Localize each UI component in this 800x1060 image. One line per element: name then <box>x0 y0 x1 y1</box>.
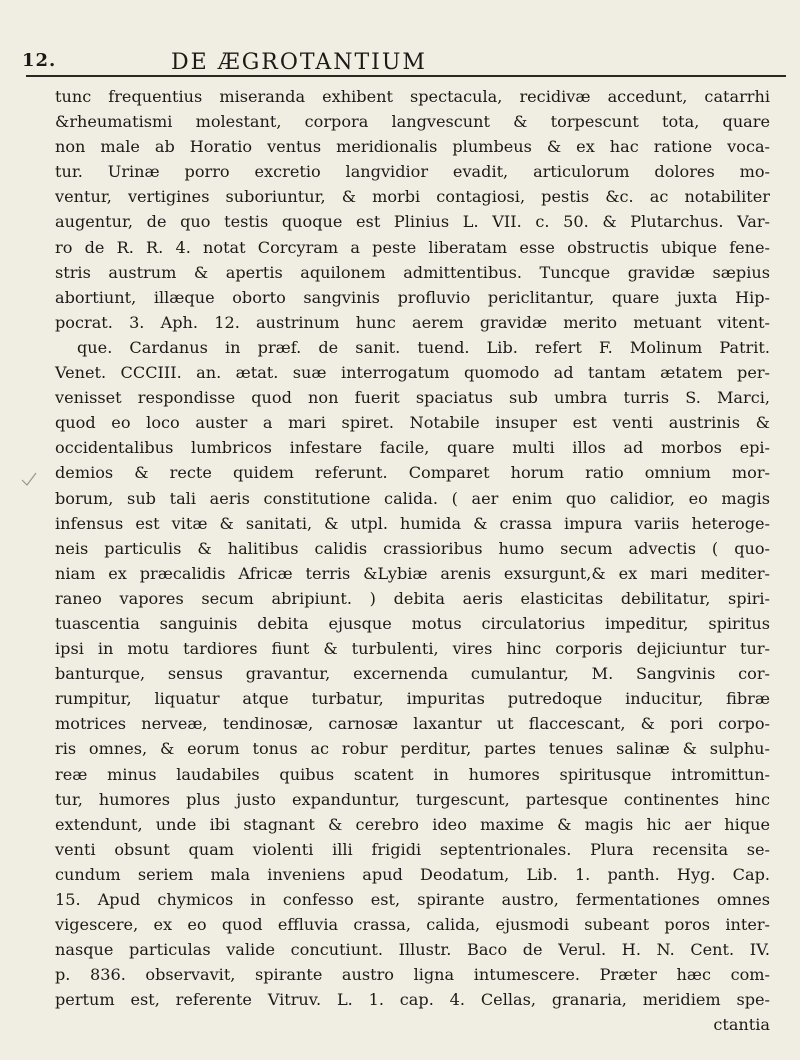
text-line: &rheumatismi molestant, corpora langvescunt & torpescunt tota, quare <box>55 112 770 132</box>
text-line: ctantia <box>713 1015 770 1035</box>
text-line: occidentalibus lumbricos infestare facile, quare multi illos ad morbos epi- <box>55 438 770 458</box>
running-title: DE ÆGROTANTIUM <box>171 50 427 75</box>
text-line: venti obsunt quam violenti illi frigidi septentrionales. Plura recensita se- <box>55 839 770 859</box>
text-line: ipsi in motu tardiores fiunt & turbulenti, vires hinc corporis dejiciuntur tur- <box>55 639 770 659</box>
text-line: que. Cardanus in præf. de sanit. tuend. Lib. refert F. Molinum Patrit. <box>77 337 770 357</box>
text-line: tur, humores plus justo expanduntur, turgescunt, partesque continentes hinc <box>55 789 770 809</box>
page-header <box>16 50 764 76</box>
text-line: stris austrum & apertis aquilonem admittentibus. Tuncque gravidæ sæpius <box>55 262 770 282</box>
text-line: extendunt, unde ibi stagnant & cerebro ideo maxime & magis hic aer hique <box>55 814 770 834</box>
text-line: tuascentia sanguinis debita ejusque motus circulatorius impeditur, spiritus <box>55 613 770 633</box>
text-line: rumpitur, liquatur atque turbatur, impuritas putredoque inducitur, fibræ <box>55 689 770 709</box>
text-line: Venet. CCCIII. an. ætat. suæ interrogatum quomodo ad tantam ætatem per- <box>55 363 770 383</box>
text-line: venisset respondisse quod non fuerit spaciatus sub umbra turris S. Marci, <box>55 388 770 408</box>
text-line: non male ab Horatio ventus meridionalis plumbeus & ex hac ratione voca- <box>55 137 770 157</box>
text-line: borum, sub tali aeris constitutione calida. ( aer enim quo calidior, eo magis <box>55 488 770 508</box>
body-text <box>55 84 770 1038</box>
text-line: nasque particulas valide concutiunt. Illustr. Baco de Verul. H. N. Cent. IV. <box>55 940 770 960</box>
text-line: 15. Apud chymicos in confesso est, spirante austro, fermentationes omnes <box>55 890 770 909</box>
margin-check-mark-icon <box>20 470 38 488</box>
text-line: vigescere, ex eo quod effluvia crassa, calida, ejusmodi subeant poros inter- <box>55 915 770 935</box>
text-line: banturque, sensus gravantur, excernenda cumulantur, M. Sangvinis cor- <box>55 664 770 684</box>
text-line: abortiunt, illæque oborto sangvinis profluvio periclitantur, quare juxta Hip- <box>55 287 770 307</box>
text-line: niam ex præcalidis Africæ terris &Lybiæ arenis exsurgunt,& ex mari mediter- <box>55 563 770 583</box>
text-line: p. 836. observavit, spirante austro ligna intumescere. Præter hæc com- <box>55 965 770 985</box>
text-line: pocrat. 3. Aph. 12. austrinum hunc aerem gravidæ merito metuant vitent- <box>55 312 770 332</box>
text-line: reæ minus laudabiles quibus scatent in humores spiritusque intromittun- <box>55 764 770 784</box>
text-line: infensus est vitæ & sanitati, & utpl. humida & crassa impura variis heteroge- <box>55 513 770 533</box>
text-line: motrices nerveæ, tendinosæ, carnosæ laxantur ut flaccescant, & pori corpo- <box>55 714 770 734</box>
text-line: tunc frequentius miseranda exhibent spectacula, recidivæ accedunt, catarrhi <box>55 87 770 106</box>
text-line: quod eo loco auster a mari spiret. Notabile insuper est venti austrinis & <box>55 413 770 433</box>
text-line: demios & recte quidem referunt. Comparet horum ratio omnium mor- <box>55 463 770 483</box>
text-line: cundum seriem mala inveniens apud Deodatum, Lib. 1. panth. Hyg. Cap. <box>55 864 770 884</box>
text-line: ro de R. R. 4. notat Corcyram a peste liberatam esse obstructis ubique fene- <box>55 237 770 257</box>
text-line: raneo vapores secum abripiunt. ) debita aeris elasticitas debilitatur, spiri- <box>55 588 770 608</box>
header-rule <box>26 75 786 77</box>
text-line: ventur, vertigines suboriuntur, & morbi contagiosi, pestis &c. ac notabiliter <box>55 187 770 207</box>
text-line: neis particulis & halitibus calidis crassioribus humo secum advectis ( quo- <box>55 538 770 558</box>
text-line: ris omnes, & eorum tonus ac robur perditur, partes tenues salinæ & sulphu- <box>55 739 770 759</box>
text-line: tur. Urinæ porro excretio langvidior evadit, articulorum dolores mo- <box>55 162 770 182</box>
text-line: augentur, de quo testis quoque est Plinius L. VII. c. 50. & Plutarchus. Var- <box>55 212 770 232</box>
text-line: pertum est, referente Vitruv. L. 1. cap. 4. Cellas, granaria, meridiem spe- <box>55 990 770 1010</box>
page-number: 12. <box>22 50 57 71</box>
